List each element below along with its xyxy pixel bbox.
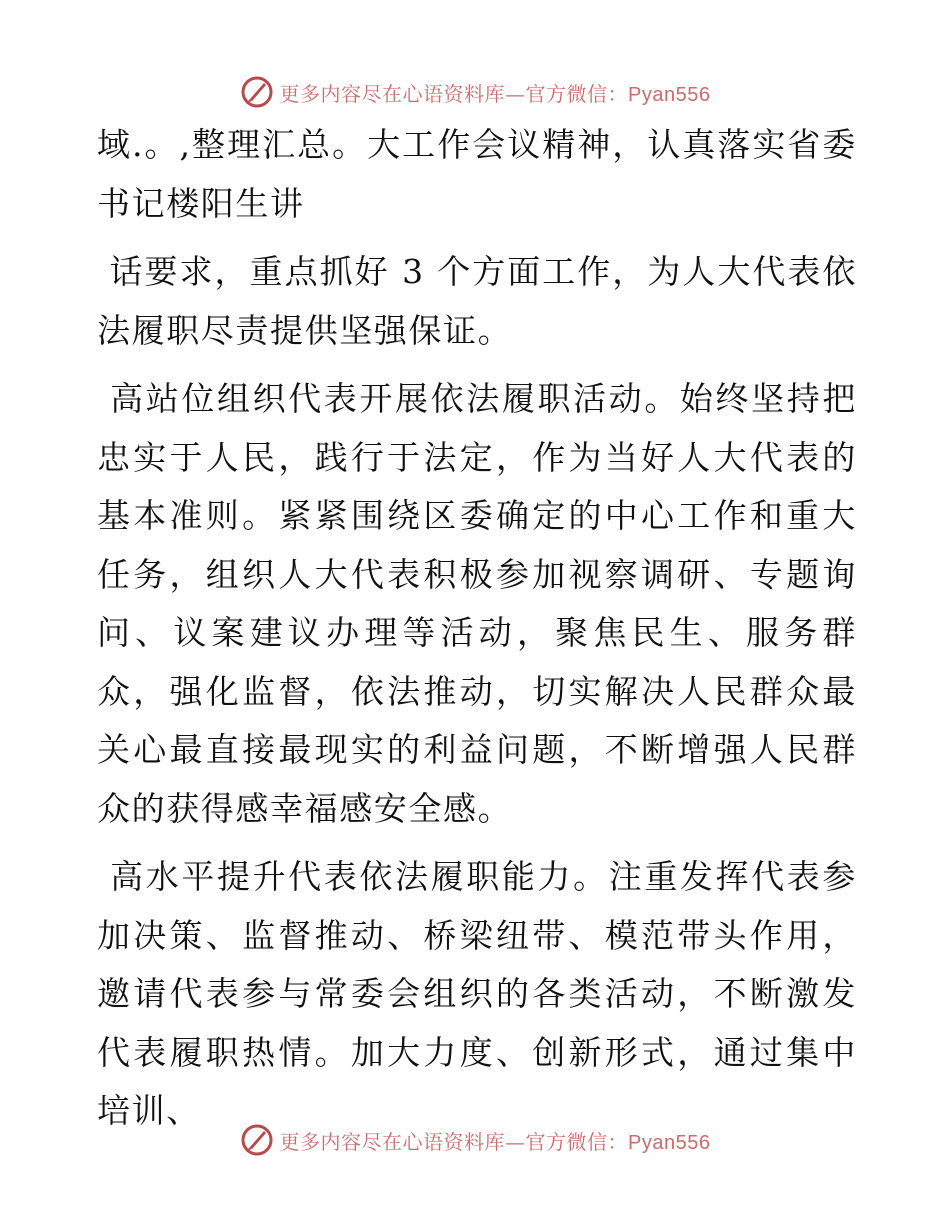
quill-pen-circle-icon <box>240 1123 274 1157</box>
quill-pen-circle-icon <box>240 75 274 109</box>
footer-watermark <box>0 1120 950 1160</box>
header-watermark <box>0 72 950 112</box>
paragraph-3: 高站位组织代表开展依法履职活动。始终坚持把忠实于人民，践行于法定，作为当好人大代表的基本准则。紧紧围绕区委确定的中心工作和重大任务，组织人大代表积极参加视察调研、专题询问、议案建议办理等活动，聚焦民生、服务群众，强化监督，依法推动，切实解决人民群众最关心最直接最现实的利益问题，不断增强人民群众的获得感幸福感安全感。 <box>97 379 857 828</box>
paragraph-4: 高水平提升代表依法履职能力。注重发挥代表参加决策、监督推动、桥梁纽带、模范带头作用，邀请代表参与常委会组织的各类活动，不断激发代表履职热情。加大力度、创新形式，通过集中培训、 <box>97 857 857 1130</box>
watermark-wechat-id: Pyan556 <box>628 83 711 106</box>
paragraph-2: 话要求，重点抓好 3 个方面工作，为人大代表依法履职尽责提供坚强保证。 <box>97 252 858 350</box>
watermark-text: 更多内容尽在心语资料库—官方微信：Pyan556 <box>279 1129 711 1154</box>
watermark-wechat-id: Pyan556 <box>628 1131 711 1154</box>
document-body <box>97 116 857 1151</box>
watermark-text: 更多内容尽在心语资料库—官方微信：Pyan556 <box>279 81 711 106</box>
paragraph-1: 域.。,整理汇总。大工作会议精神，认真落实省委书记楼阳生讲 <box>97 125 857 223</box>
